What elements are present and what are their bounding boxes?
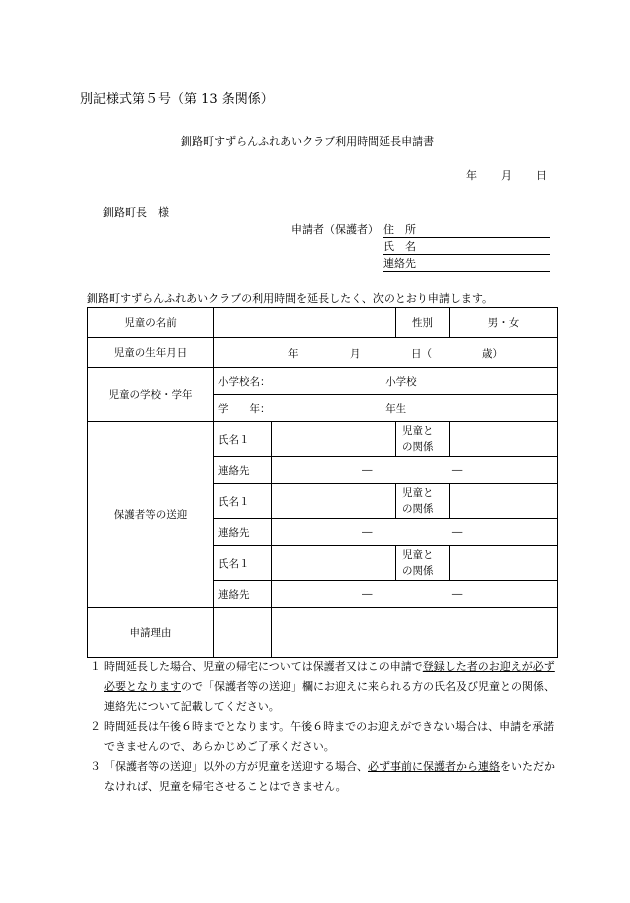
gender-label: 性別 (396, 308, 450, 338)
reason-label: 申請理由 (88, 608, 214, 658)
guardian-contact-label: 連絡先 (214, 581, 272, 608)
form-number: 別記様式第５号（第 13 条関係） (80, 92, 274, 107)
guardian-relation-field[interactable] (450, 422, 558, 457)
note-3: ３ 「保護者等の送迎」以外の方が児童を送迎する場合、必ず事前に保護者から連絡をいただかなければ、児童を帰宅させることはできません。 (90, 760, 555, 793)
application-table (87, 307, 558, 658)
guardian-contact-field[interactable]: ― ― (272, 457, 558, 484)
grade-label: 学 年： (218, 402, 271, 415)
pickup-label: 保護者等の送迎 (88, 422, 214, 608)
guardian-name-field[interactable] (272, 484, 396, 519)
birth-month: 月 (350, 347, 361, 360)
birthdate-field[interactable] (214, 338, 558, 368)
applicant-address-label: 住 所 (383, 223, 416, 236)
addressee: 釧路町長 様 (103, 206, 169, 219)
guardian-name-field[interactable] (272, 546, 396, 581)
note-1: １ 時間延長した場合、児童の帰宅については保護者又はこの申請で登録した者のお迎えが必ず必要となりますので「保護者等の送迎」欄にお迎えに来られる方の氏名及び児童との関係、連絡先について記載してください。 (90, 660, 555, 713)
intro-text: 釧路町すずらんふれあいクラブの利用時間を延長したく、次のとおり申請します。 (87, 292, 494, 305)
notes (90, 657, 560, 797)
birthdate-label: 児童の生年月日 (88, 338, 214, 368)
guardian-relation-label: 児童と の関係 (396, 484, 450, 519)
applicant-name-field[interactable] (383, 238, 550, 255)
school-suffix: 小学校 (385, 375, 417, 388)
grade-field[interactable] (214, 395, 558, 422)
guardian-contact-field[interactable]: ― ― (272, 519, 558, 546)
school-name-field[interactable] (214, 368, 558, 395)
guardian-contact-label: 連絡先 (214, 457, 272, 484)
grade-suffix: 年生 (385, 402, 407, 415)
guardian-name-field[interactable] (272, 422, 396, 457)
guardian-contact-label: 連絡先 (214, 519, 272, 546)
page-title: 釧路町すずらんふれあいクラブ利用時間延長申請書 (181, 135, 435, 148)
birth-year: 年 (288, 347, 299, 360)
date-month: 月 (501, 169, 512, 182)
applicant-label: 申請者（保護者） (291, 223, 379, 236)
date-year: 年 (466, 169, 477, 182)
birth-day: 日（ (411, 347, 432, 360)
reason-sub-field[interactable] (214, 608, 272, 658)
school-label: 児童の学校・学年 (88, 368, 214, 422)
birth-age: 歳） (482, 347, 503, 360)
applicant-name-label: 氏 名 (383, 240, 416, 253)
guardian-relation-field[interactable] (450, 546, 558, 581)
guardian-relation-field[interactable] (450, 484, 558, 519)
applicant-address-field[interactable] (383, 221, 550, 238)
guardian-name-label: 氏名１ (214, 484, 272, 519)
gender-value[interactable]: 男・女 (450, 308, 558, 338)
school-name-label: 小学校名： (218, 375, 271, 388)
guardian-name-label: 氏名１ (214, 422, 272, 457)
reason-field[interactable] (272, 608, 558, 658)
guardian-contact-field[interactable]: ― ― (272, 581, 558, 608)
applicant-contact-field[interactable] (383, 255, 550, 272)
guardian-name-label: 氏名１ (214, 546, 272, 581)
date-day: 日 (536, 169, 547, 182)
note-2: ２ 時間延長は午後６時までとなります。午後６時までのお迎えができない場合は、申請を承諾できませんので、あらかじめご了承ください。 (90, 720, 555, 753)
guardian-relation-label: 児童と の関係 (396, 546, 450, 581)
child-name-field[interactable] (214, 308, 396, 338)
applicant-contact-label: 連絡先 (383, 257, 416, 270)
guardian-relation-label: 児童と の関係 (396, 422, 450, 457)
child-name-label: 児童の名前 (88, 308, 214, 338)
